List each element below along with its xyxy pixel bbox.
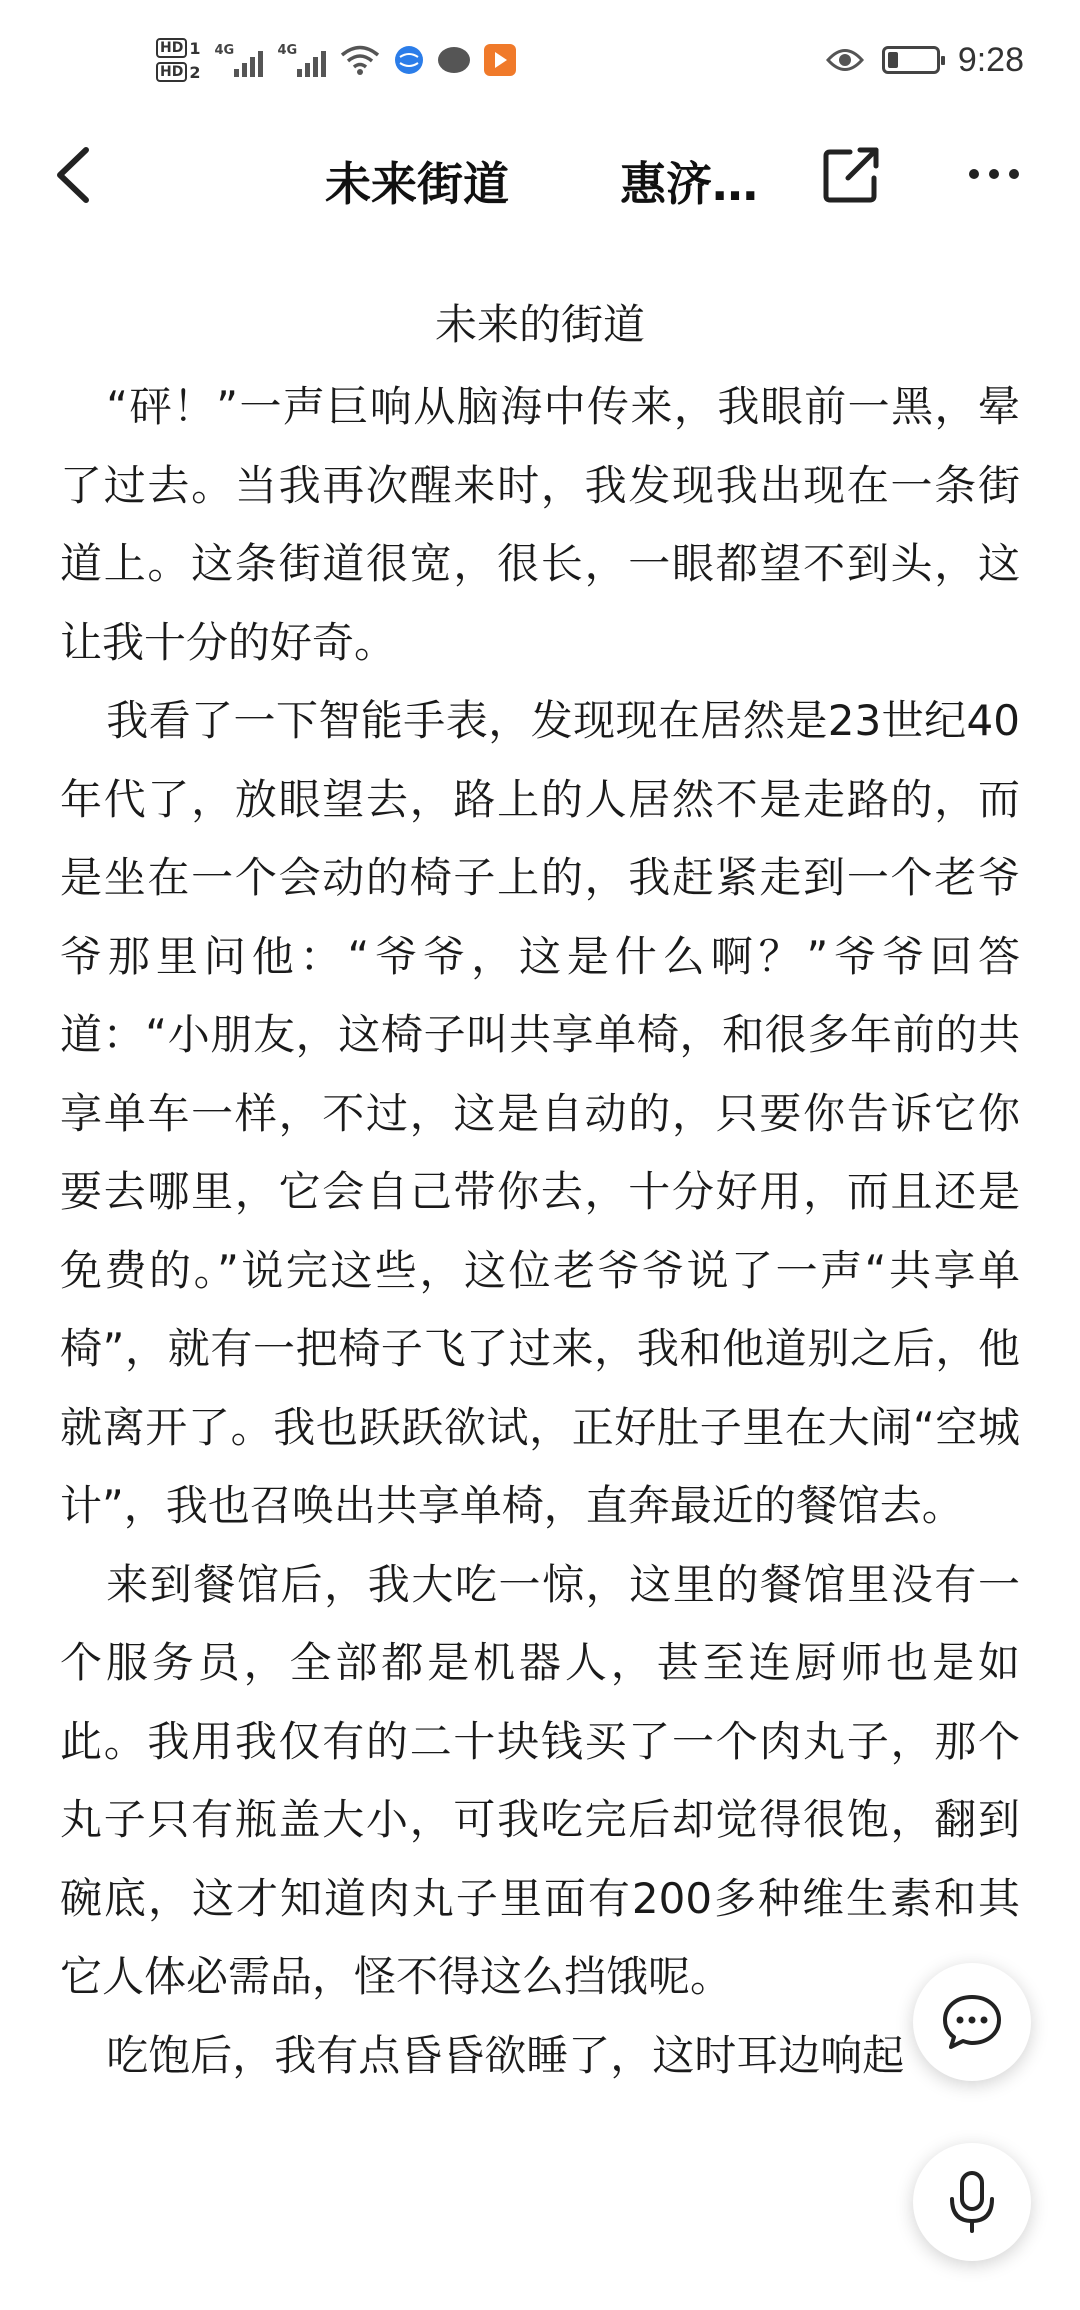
clock: 9:28: [957, 40, 1024, 79]
status-bar: [0, 0, 1080, 120]
voice-input-button[interactable]: [913, 2143, 1031, 2261]
more-options-icon[interactable]: [966, 164, 1022, 184]
signal-1-icon: 4G: [214, 43, 263, 77]
status-bar-right: [826, 41, 1024, 80]
message-app-icon: [438, 47, 470, 73]
page-subtitle: 惠济…: [620, 157, 758, 211]
eye-icon: [826, 47, 864, 73]
chat-bubble-icon: [941, 1993, 1003, 2051]
wifi-icon: [340, 44, 380, 76]
article-paragraph: 我看了一下智能手表，发现现在居然是23世纪40年代了，放眼望去，路上的人居然不是走路的，而是坐在一个会动的椅子上的，我赶紧走到一个老爷爷那里问他：“爷爷，这是什么啊？”爷爷回答道：“小朋友，这椅子叫共享单椅，和很多年前的共享单车一样，不过，这是自动的，只要你告诉它你要去哪里，它会自己带你去，十分好用，而且还是免费的。”说完这些，这位老爷爷说了一声“共享单椅”，就有一把椅子飞了过来，我和他道别之后，他就离开了。我也跃跃欲试，正好肚子里在大闹“空城计”，我也召唤出共享单椅，直奔最近的餐馆去。: [60, 696, 1020, 1530]
article-body: [60, 290, 1020, 2095]
hd1-indicator: HD 1: [156, 38, 200, 58]
back-arrow-icon[interactable]: [50, 142, 110, 208]
article-paragraph: “砰！”一声巨响从脑海中传来，我眼前一黑，晕了过去。当我再次醒来时，我发现我出现在一条街道上。这条街道很宽，很长，一眼都望不到头，这让我十分的好奇。: [60, 382, 1020, 667]
battery-icon: [882, 46, 940, 74]
page-title: 未来街道: [325, 157, 509, 211]
app-bar: [0, 120, 1080, 230]
microphone-icon: [947, 2169, 997, 2235]
share-icon[interactable]: [820, 144, 882, 206]
article-paragraph: 吃饱后，我有点昏昏欲睡了，这时耳边响起: [106, 2030, 905, 2080]
video-app-icon: [484, 44, 516, 76]
signal-2-icon: 4G: [277, 43, 326, 77]
hd-indicators: [156, 38, 200, 82]
hd2-indicator: HD 2: [156, 62, 200, 82]
chat-button[interactable]: [913, 1963, 1031, 2081]
article-paragraph: 来到餐馆后，我大吃一惊，这里的餐馆里没有一个服务员，全部都是机器人，甚至连厨师也是如此。我用我仅有的二十块钱买了一个肉丸子，那个丸子只有瓶盖大小，可我吃完后却觉得很饱，翻到碗底，这才知道肉丸子里面有200多种维生素和其它人体必需品，怪不得这么挡饿呢。: [60, 1559, 1020, 2001]
browser-app-icon: [394, 45, 424, 75]
status-bar-left: [156, 38, 516, 82]
article-title: 未来的街道: [434, 300, 645, 349]
